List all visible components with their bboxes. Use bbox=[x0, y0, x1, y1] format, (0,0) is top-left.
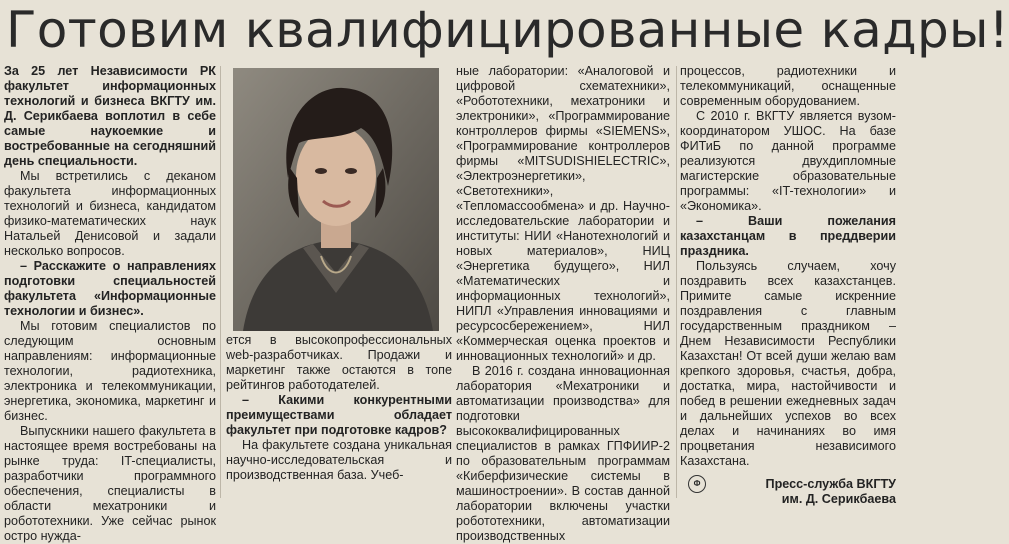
article-column-3 bbox=[456, 64, 670, 543]
article-paragraph: В 2016 г. создана инновационная лаборатория «Мехатроники и автоматизации производства» для подготовки высококвалифицированных специалистов в рамках ГПФИИР-2 по образовательным программам «Киберфизические системы в машиностроении». В состав данной лаборатории включены участки робототехники, автоматизации производственных bbox=[456, 364, 670, 543]
article-paragraph: Пользуясь случаем, хочу поздравить всех казахстанцев. Примите самые искренние поздравления с главным государственным праздником – Днем Независимости Республики Казахстан! От всей души желаю вам крепкого здоровья, счастья, добра, достатка, мира, настойчивости и побед в решении ежедневных задач и дальнейших успехов во всех делах и начинаниях во имя процветания независимого Казахстана. bbox=[680, 259, 896, 468]
article-paragraph: Мы встретились с деканом факультета информационных технологий и бизнеса, кандидатом физико-математических наук Натальей Денисовой и задали несколько вопросов. bbox=[4, 169, 216, 258]
article-lead: За 25 лет Независимости РК факультет информационных технологий и бизнеса ВКГТУ им. Д. Серикбаева воплотил в себе самые наукоемкие и востребованные на сегодняшний день специальности. bbox=[4, 64, 216, 168]
signature-line: им. Д. Серикбаева bbox=[781, 492, 896, 506]
column-divider bbox=[676, 66, 677, 498]
article-headline: Готовим квалифицированные кадры! bbox=[6, 1, 1009, 59]
article-paragraph: С 2010 г. ВКГТУ является вузом-координатором УШОС. На базе ФИТиБ по данной программе реализуются двухдипломные магистерские образовательные программы: «IT-технологии» и «Экономика». bbox=[680, 109, 896, 213]
portrait-illustration bbox=[233, 68, 439, 331]
article-column-1 bbox=[4, 64, 216, 543]
interview-question: – Какими конкурентными преимуществами обладает факультет при подготовке кадров? bbox=[226, 393, 452, 437]
article-paragraph: ные лаборатории: «Аналоговой и цифровой схематехники», «Робототехники, мехатроники и электроники», «Программирование контроллеров фирмы «SIEMENS», «Программирование контроллеров фирмы «MITSUDISHIELECTRIC», «Электроэнергетики», «Светотехники», «Тепломассообмена» и др. Научно-исследовательские лаборатории и институты: НИИ «Нанотехнологий и новых материалов», НИЦ «Энергетика будущего», НИЛ «Математических и информационных технологий», НИПЛ «Управления инновациями и ресурсосбережением», НИЛ «Коммерческая оценка проектов и инновационных технологий» и др. bbox=[456, 64, 670, 363]
article-column-4 bbox=[680, 64, 896, 506]
interview-question: – Расскажите о направлениях подготовки специальностей факультета «Информационные технологии и бизнес». bbox=[4, 259, 216, 318]
signature-line: Пресс-служба ВКГТУ bbox=[765, 477, 896, 491]
portrait-photo bbox=[233, 68, 439, 331]
interview-question: – Ваши пожелания казахстанцам в преддверии праздника. bbox=[680, 214, 896, 258]
article-paragraph: На факультете создана уникальная научно-исследовательская и производственная база. Учеб- bbox=[226, 438, 452, 482]
article-paragraph: ется в высокопрофессиональных web-разработчиках. Продажи и маркетинг также остаются в топе рейтингов работодателей. bbox=[226, 333, 452, 392]
article-paragraph: процессов, радиотехники и телекоммуникаций, оснащенные современным оборудованием. bbox=[680, 64, 896, 108]
publisher-stamp: Ф bbox=[688, 475, 706, 493]
press-signature bbox=[680, 477, 896, 507]
column-divider bbox=[220, 66, 221, 498]
article-paragraph: Выпускники нашего факультета в настоящее время востребованы на рынке труда: IT-специалисты, разработчики программного обеспечения, специалисты в области мехатроники и робототехники. Уже сейчас рынок остро нужда- bbox=[4, 424, 216, 543]
article-paragraph: Мы готовим специалистов по следующим основным направлениям: информационные технологии, радиотехника, электроника и телекоммуникации, энергетика, экономика, маркетинг и бизнес. bbox=[4, 319, 216, 423]
article-column-2 bbox=[226, 333, 452, 502]
